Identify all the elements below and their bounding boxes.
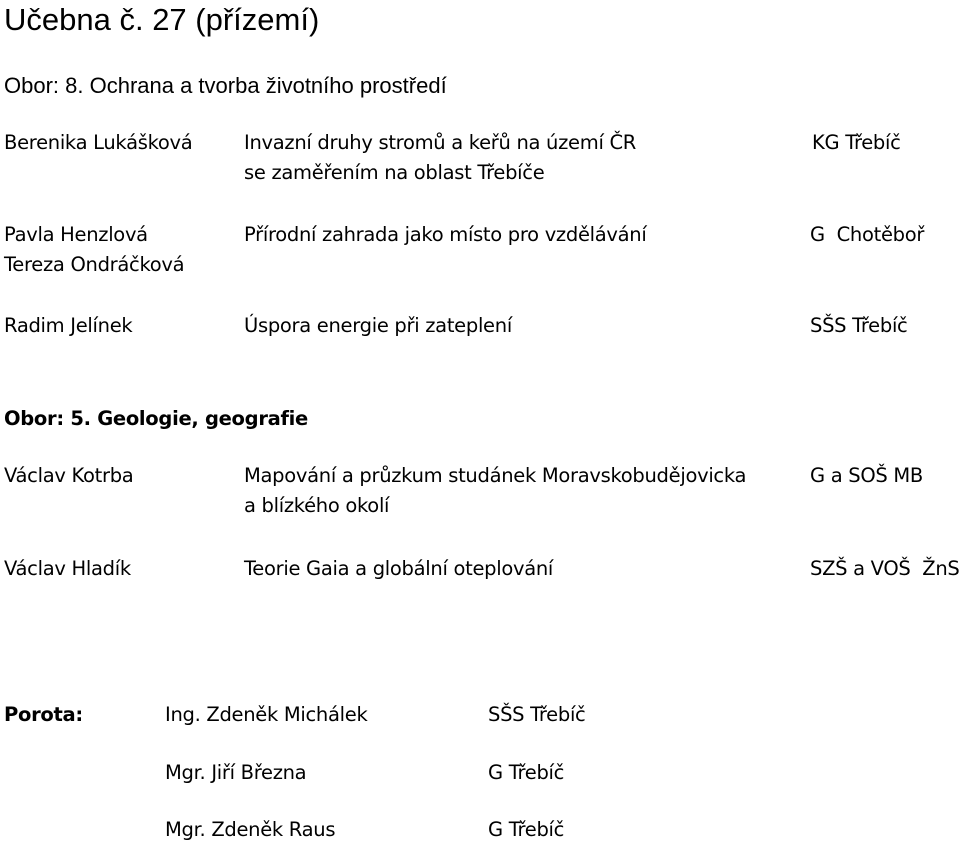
jury-member-name: Mgr. Jiří Března bbox=[165, 761, 307, 784]
author-name: Václav Hladík bbox=[4, 557, 131, 580]
row-authors bbox=[4, 554, 131, 584]
topic-line: Přírodní zahrada jako místo pro vzdělávání bbox=[244, 223, 647, 246]
topic-line: Teorie Gaia a globální oteplování bbox=[244, 557, 554, 580]
row-school: SZŠ a VOŠ ŽnS bbox=[810, 557, 960, 580]
row-school: G a SOŠ MB bbox=[810, 464, 923, 487]
jury-member-name: Mgr. Zdeněk Raus bbox=[165, 818, 336, 841]
row-authors bbox=[4, 311, 132, 341]
jury-member-school: G Třebíč bbox=[488, 818, 565, 841]
jury-label: Porota: bbox=[4, 703, 83, 726]
section-heading-geologie: Obor: 5. Geologie, geografie bbox=[4, 407, 308, 430]
row-authors bbox=[4, 461, 133, 491]
row-school: KG Třebíč bbox=[812, 131, 901, 154]
jury-member-school: G Třebíč bbox=[488, 761, 565, 784]
row-authors bbox=[4, 220, 184, 280]
topic-line: Úspora energie při zateplení bbox=[244, 314, 512, 337]
topic-line: Invazní druhy stromů a keřů na území ČR bbox=[244, 131, 637, 154]
page-title: Učebna č. 27 (přízemí) bbox=[4, 2, 320, 37]
row-school: G Chotěboř bbox=[810, 223, 925, 246]
row-topic bbox=[244, 220, 646, 250]
section-heading-ochrana: Obor: 8. Ochrana a tvorba životního prostředí bbox=[4, 73, 447, 98]
row-topic bbox=[244, 311, 512, 341]
topic-line: a blízkého okolí bbox=[244, 494, 390, 517]
author-name: Tereza Ondráčková bbox=[4, 253, 185, 276]
author-name: Václav Kotrba bbox=[4, 464, 134, 487]
row-authors bbox=[4, 128, 192, 158]
jury-member-school: SŠS Třebíč bbox=[488, 703, 586, 726]
row-topic bbox=[244, 461, 746, 521]
jury-member-name: Ing. Zdeněk Michálek bbox=[165, 703, 368, 726]
topic-line: Mapování a průzkum studánek Moravskobudějovicka bbox=[244, 464, 747, 487]
row-topic bbox=[244, 554, 553, 584]
row-school: SŠS Třebíč bbox=[810, 314, 908, 337]
author-name: Berenika Lukášková bbox=[4, 131, 193, 154]
row-topic bbox=[244, 128, 636, 188]
author-name: Radim Jelínek bbox=[4, 314, 133, 337]
topic-line: se zaměřením na oblast Třebíče bbox=[244, 161, 545, 184]
author-name: Pavla Henzlová bbox=[4, 223, 148, 246]
